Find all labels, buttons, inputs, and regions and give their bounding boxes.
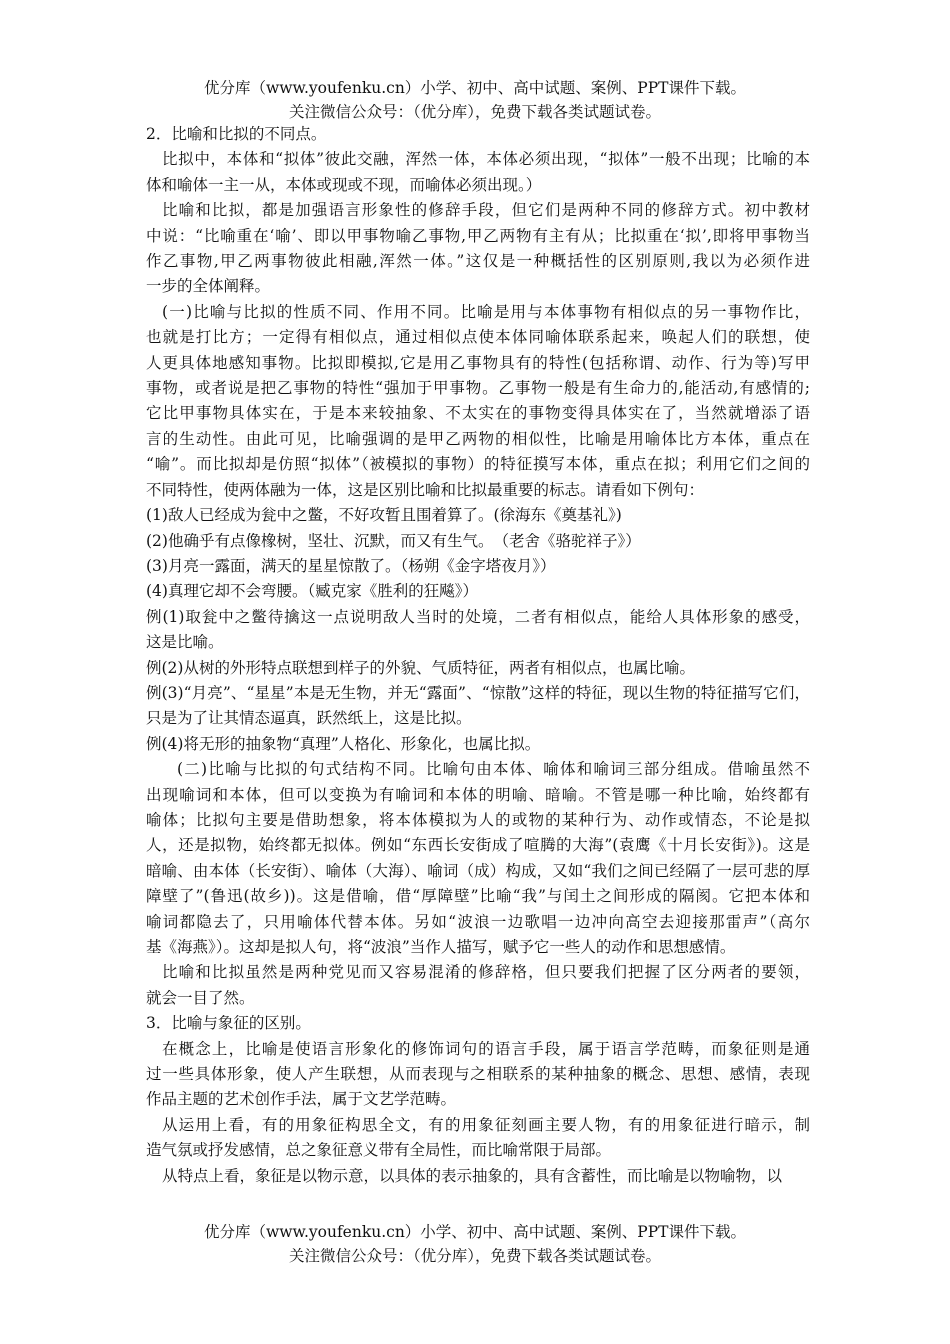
text-line: (1)敌人已经成为瓮中之鳖，不好攻暂且围着算了。(徐海东《奠基礼》) — [146, 506, 622, 525]
footer-line-1: 优分库（www.youfenku.cn）小学、初中、高中试题、案例、PPT课件下载。 — [203, 1223, 747, 1241]
text-line: 障壁了”(鲁迅(故乡))。这是借喻，借“厚障壁”比喻“我”与闰土之间形成的隔阂。它把本体和 — [146, 887, 810, 906]
text-line: 从运用上看，有的用象征构思全文，有的用象征刻画主要人物，有的用象征进行暗示，制 — [162, 1115, 810, 1134]
text-line: 只是为了让其情态逼真，跃然纸上，这是比拟。 — [146, 709, 472, 728]
page-footer — [0, 1220, 950, 1268]
text-line: 比喻和比拟，都是加强语言形象性的修辞手段，但它们是两种不同的修辞方式。初中教材 — [162, 201, 810, 220]
text-line: “喻”。而比拟却是仿照“拟体”（被模拟的事物）的特征摸写本体，重点在拟；利用它们之间的 — [146, 455, 810, 474]
paragraph — [146, 757, 810, 960]
text-line: 比拟中，本体和“拟体”彼此交融，浑然一体，本体必须出现，“拟体”一般不出现；比喻的本 — [162, 150, 810, 169]
text-line: 造气氛或抒发感情，总之象征意义带有全局性，而比喻常限于局部。 — [146, 1141, 612, 1160]
text-line: 从特点上看，象征是以物示意，以具体的表示抽象的，具有含蓄性，而比喻是以物喻物，以 — [162, 1166, 783, 1185]
paragraph — [146, 960, 810, 1011]
text-line: 言的生动性。由此可见，比喻强调的是甲乙两物的相似性，比喻是用喻体比方本体，重点在 — [146, 429, 810, 448]
text-line: 2．比喻和比拟的不同点。 — [146, 125, 327, 143]
paragraph — [146, 503, 810, 528]
text-line: (3)月亮一露面，满天的星星惊散了。（杨朔《金字塔夜月》） — [146, 556, 556, 575]
text-line: 中说：“比喻重在‘喻’、即以甲事物喻乙事物,甲乙两物有主有从；比拟重在‘拟’,即将甲事物当 — [146, 226, 810, 245]
text-line: (4)真理它却不会弯腰。（臧克家《胜利的狂飚》） — [146, 582, 478, 601]
text-line: 人更具体地感知事物。比拟即模拟,它是用乙事物具有的特性(包括称谓、动作、行为等)写甲 — [146, 353, 810, 372]
paragraph — [146, 656, 810, 681]
text-line: 就会一目了然。 — [146, 988, 255, 1007]
text-line: 例(1)取瓮中之鳖待擒这一点说明敌人当时的处境，二者有相似点，能给人具体形象的感受， — [146, 607, 810, 626]
paragraph — [146, 681, 810, 732]
text-line: 也就是打比方；一定得有相似点，通过相似点使本体同喻体联系起来，唤起人们的联想，使 — [146, 328, 810, 347]
text-line: 一步的全体阐释。 — [146, 277, 271, 296]
text-line: 它比甲事物具体实在，于是本来较抽象、不太实在的事物变得具体实在了，当然就增添了语 — [146, 404, 810, 423]
text-line: 暗喻、由本体（长安街）、喻体（大海）、喻词（成）构成，又如“我们之间已经隔了一层可悲的厚 — [146, 861, 810, 880]
paragraph — [146, 732, 810, 757]
header-line-1: 优分库（www.youfenku.cn）小学、初中、高中试题、案例、PPT课件下载。 — [203, 79, 747, 97]
header-line-2: 关注微信公众号：（优分库），免费下载各类试题试卷。 — [288, 103, 661, 121]
paragraph — [146, 1037, 810, 1113]
text-line: 不同特性，使两体融为一体，这是区别比喻和比拟最重要的标志。请看如下例句： — [146, 480, 705, 499]
text-line: 事物，或者说是把乙事物的特性“强加于甲事物。乙事物一般是有生命力的,能活动,有感情的; — [146, 379, 810, 398]
text-line: 基《海燕》）。这却是拟人句，将“波浪”当作人描写，赋予它一些人的动作和思想感情。 — [146, 938, 736, 956]
text-line: 喻体；比拟句主要是借助想象，将本体模拟为人的或物的某种行为、动作或情态，不论是拟 — [146, 810, 810, 829]
paragraph — [146, 579, 810, 604]
document-body — [146, 122, 810, 1189]
paragraph — [146, 122, 810, 147]
text-line: (一)比喻与比拟的性质不同、作用不同。比喻是用与本体事物有相似点的另一事物作比， — [162, 302, 810, 321]
paragraph — [146, 1164, 810, 1189]
text-line: (二)比喻与比拟的句式结构不同。比喻句由本体、喻体和喻词三部分组成。借喻虽然不 — [177, 760, 810, 779]
text-line: 在概念上，比喻是使语言形象化的修饰词句的语言手段，属于语言学范畴，而象征则是通 — [162, 1039, 810, 1058]
text-line: 作乙事物,甲乙两事物彼此相融,浑然一体。”这仅是一种概括性的区别原则,我以为必须作进 — [146, 252, 810, 271]
text-line: 例(4)将无形的抽象物“真理”人格化、形象化，也属比拟。 — [146, 734, 541, 753]
text-line: 这是比喻。 — [146, 633, 224, 652]
paragraph — [146, 198, 810, 300]
text-line: 喻词都隐去了，只用喻体代替本体。另如“波浪一边歌唱一边冲向高空去迎接那雷声”（高尔 — [146, 912, 810, 931]
footer-line-2: 关注微信公众号：（优分库），免费下载各类试题试卷。 — [288, 1247, 661, 1265]
text-line: 人，还是拟物，始终都无拟体。例如“东西长安街成了喧腾的大海”(袁鹰《十月长安街》)。这是 — [146, 836, 810, 855]
paragraph — [146, 300, 810, 503]
text-line: 作品主题的艺术创作手法，属于文艺学范畴。 — [146, 1090, 457, 1109]
paragraph — [146, 605, 810, 656]
paragraph — [146, 1011, 810, 1036]
text-line: 体和喻体一主一从，本体或现或不现，而喻体必须出现。） — [146, 175, 542, 194]
text-line: 过一些具体形象，使人产生联想，从而表现与之相联系的某种抽象的概念、思想、感情，表现 — [146, 1065, 810, 1084]
paragraph — [146, 554, 810, 579]
text-line: 例(3)“月亮”、“星星”本是无生物，并无“露面”、“惊散”这样的特征，现以生物的特征描写它们， — [146, 683, 810, 702]
paragraph — [146, 529, 810, 554]
text-line: 3．比喻与象征的区别。 — [146, 1014, 311, 1033]
text-line: 比喻和比拟虽然是两种党见而又容易混淆的修辞格，但只要我们把握了区分两者的要领， — [162, 963, 810, 982]
paragraph — [146, 1113, 810, 1164]
text-line: (2)他确乎有点像橡树，坚壮、沉默，而又有生气。 （老舍《骆驼祥子》） — [146, 531, 641, 550]
text-line: 出现喻词和本体，但可以变换为有喻词和本体的明喻、暗喻。不管是哪一种比喻，始终都有 — [146, 785, 810, 804]
text-line: 例(2)从树的外形特点联想到样子的外貌、气质特征，两者有相似点，也属比喻。 — [146, 658, 695, 677]
page-header — [0, 76, 950, 124]
paragraph — [146, 147, 810, 198]
